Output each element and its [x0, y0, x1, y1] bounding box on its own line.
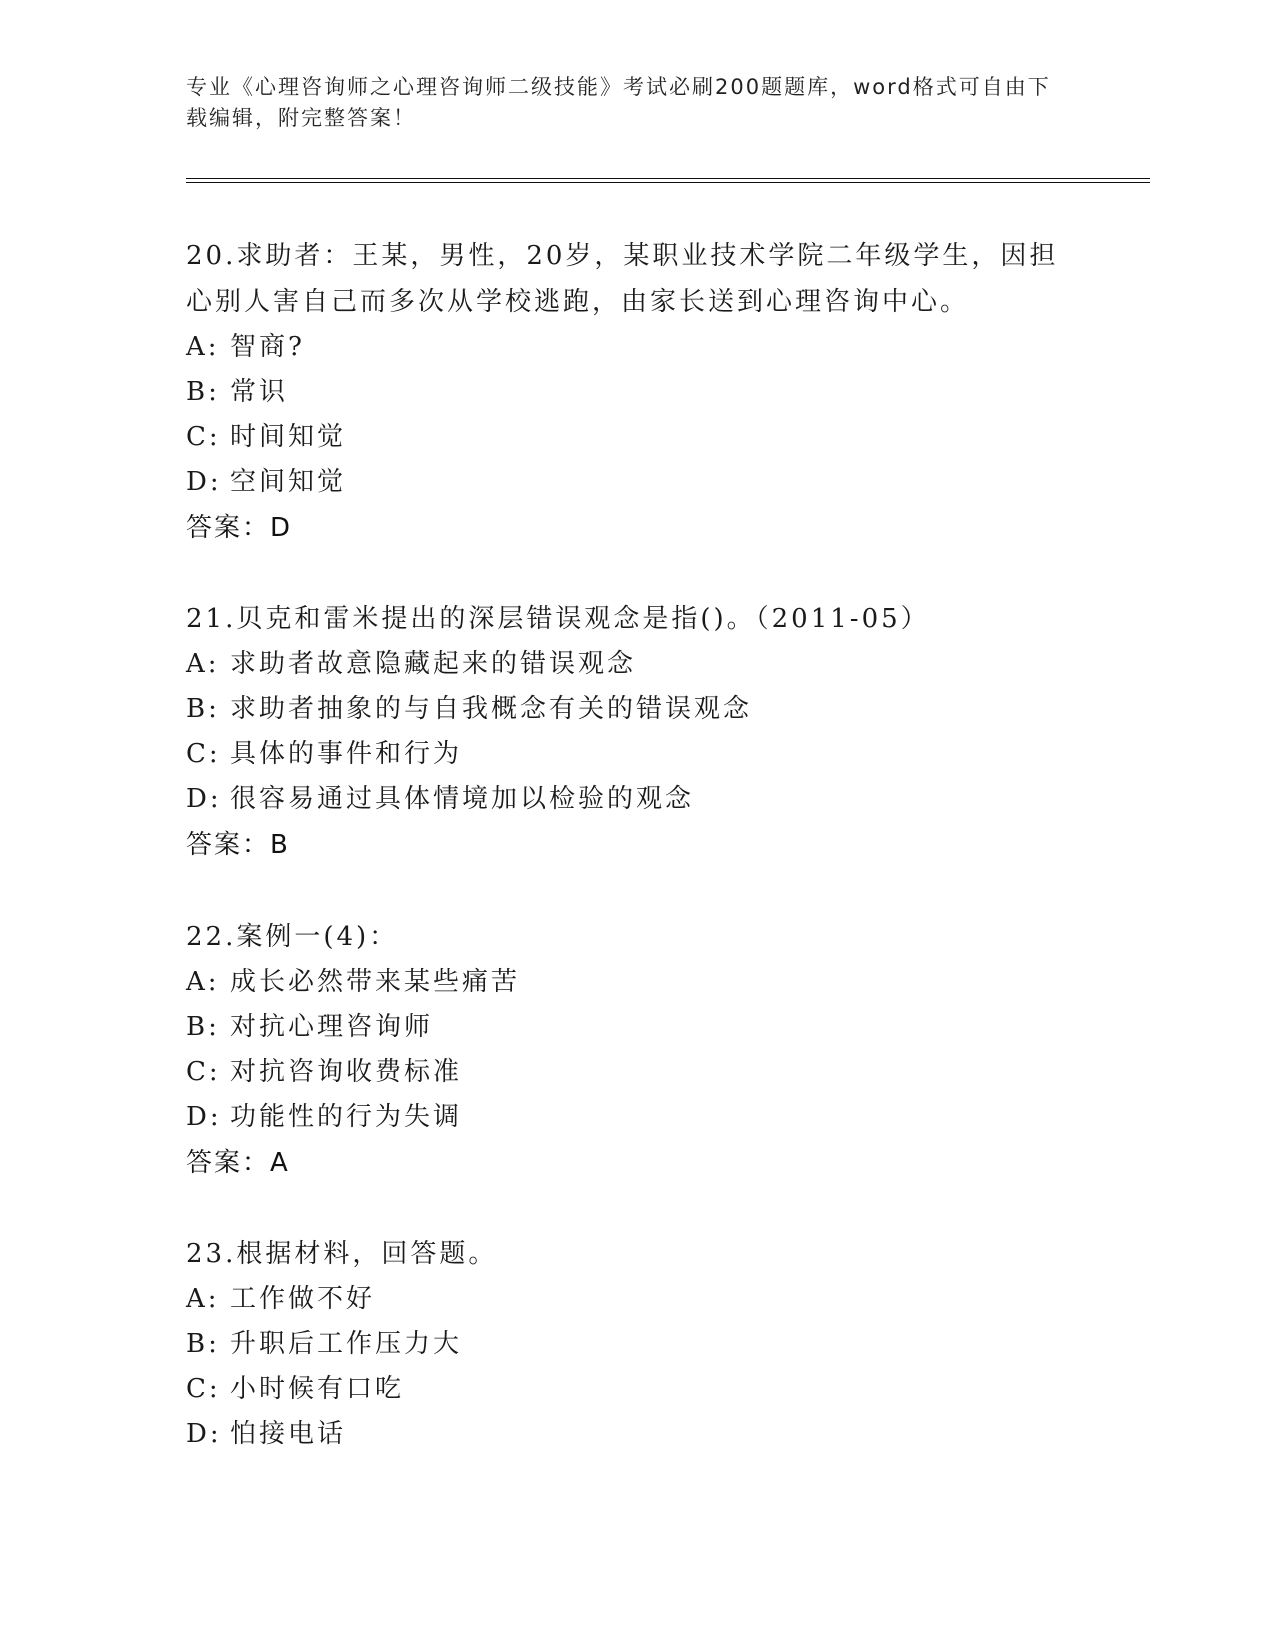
- option-letter: B:: [186, 377, 220, 407]
- option-text: 怕接电话: [230, 1419, 347, 1449]
- option-text: 对抗咨询收费标准: [230, 1057, 463, 1087]
- answer-label: 答案：: [186, 830, 271, 860]
- answer-label: 答案：: [186, 1148, 271, 1178]
- option-c: [186, 1367, 1086, 1412]
- option-text: 智商?: [230, 332, 305, 362]
- question-22: [186, 914, 1086, 1186]
- option-a: [186, 325, 1086, 370]
- option-letter: A:: [186, 649, 220, 679]
- option-text: 小时候有口吃: [230, 1374, 405, 1404]
- option-letter: A:: [186, 332, 220, 362]
- option-letter: C:: [186, 422, 221, 452]
- option-text: 很容易通过具体情境加以检验的观念: [230, 784, 695, 814]
- answer-line: [186, 1140, 1086, 1186]
- option-letter: B:: [186, 694, 220, 724]
- option-b: [186, 370, 1086, 415]
- document-header: 专业《心理咨询师之心理咨询师二级技能》考试必刷200题题库，word格式可自由下载编辑，附完整答案！: [186, 75, 1051, 130]
- option-text: 常识: [230, 377, 289, 407]
- option-letter: C:: [186, 739, 221, 769]
- option-text: 具体的事件和行为: [230, 739, 463, 769]
- option-c: [186, 1050, 1086, 1095]
- option-c: [186, 415, 1086, 460]
- option-d: [186, 777, 1086, 822]
- header-rule-bottom: [186, 182, 1150, 183]
- option-letter: D:: [186, 1419, 222, 1449]
- question-21: [186, 596, 1086, 868]
- option-letter: C:: [186, 1374, 221, 1404]
- option-text: 空间知觉: [230, 467, 347, 497]
- option-letter: B:: [186, 1329, 220, 1359]
- option-letter: C:: [186, 1057, 221, 1087]
- option-letter: A:: [186, 1284, 220, 1314]
- answer-line: [186, 505, 1086, 551]
- option-c: [186, 732, 1086, 777]
- option-text: 成长必然带来某些痛苦: [230, 967, 521, 997]
- question-stem: 21.贝克和雷米提出的深层错误观念是指()。（2011-05）: [186, 604, 930, 634]
- option-text: 对抗心理咨询师: [230, 1012, 434, 1042]
- answer-label: 答案：: [186, 513, 271, 543]
- option-letter: B:: [186, 1012, 220, 1042]
- option-b: [186, 1322, 1086, 1367]
- option-d: [186, 1412, 1086, 1457]
- answer-value: A: [270, 1148, 290, 1178]
- question-stem: 20.求助者：王某，男性，20岁，某职业技术学院二年级学生，因担心别人害自己而多次从学校逃跑，由家长送到心理咨询中心。: [186, 241, 1059, 317]
- option-text: 求助者抽象的与自我概念有关的错误观念: [230, 694, 753, 724]
- option-letter: D:: [186, 784, 222, 814]
- header-rule-top: [186, 178, 1150, 179]
- answer-value: B: [270, 830, 290, 860]
- option-letter: D:: [186, 1102, 222, 1132]
- option-a: [186, 1277, 1086, 1322]
- option-d: [186, 460, 1086, 505]
- option-letter: A:: [186, 967, 220, 997]
- question-20: [186, 233, 1086, 551]
- question-stem: 22.案例一(4)：: [186, 922, 399, 952]
- option-b: [186, 1005, 1086, 1050]
- option-b: [186, 687, 1086, 732]
- option-text: 时间知觉: [230, 422, 347, 452]
- question-stem: 23.根据材料，回答题。: [186, 1239, 498, 1269]
- option-text: 升职后工作压力大: [230, 1329, 463, 1359]
- option-text: 工作做不好: [230, 1284, 376, 1314]
- answer-line: [186, 822, 1086, 868]
- question-23: [186, 1231, 1086, 1457]
- option-text: 求助者故意隐藏起来的错误观念: [230, 649, 637, 679]
- option-a: [186, 642, 1086, 687]
- option-letter: D:: [186, 467, 222, 497]
- answer-value: D: [270, 513, 293, 543]
- option-text: 功能性的行为失调: [230, 1102, 463, 1132]
- option-d: [186, 1095, 1086, 1140]
- option-a: [186, 960, 1086, 1005]
